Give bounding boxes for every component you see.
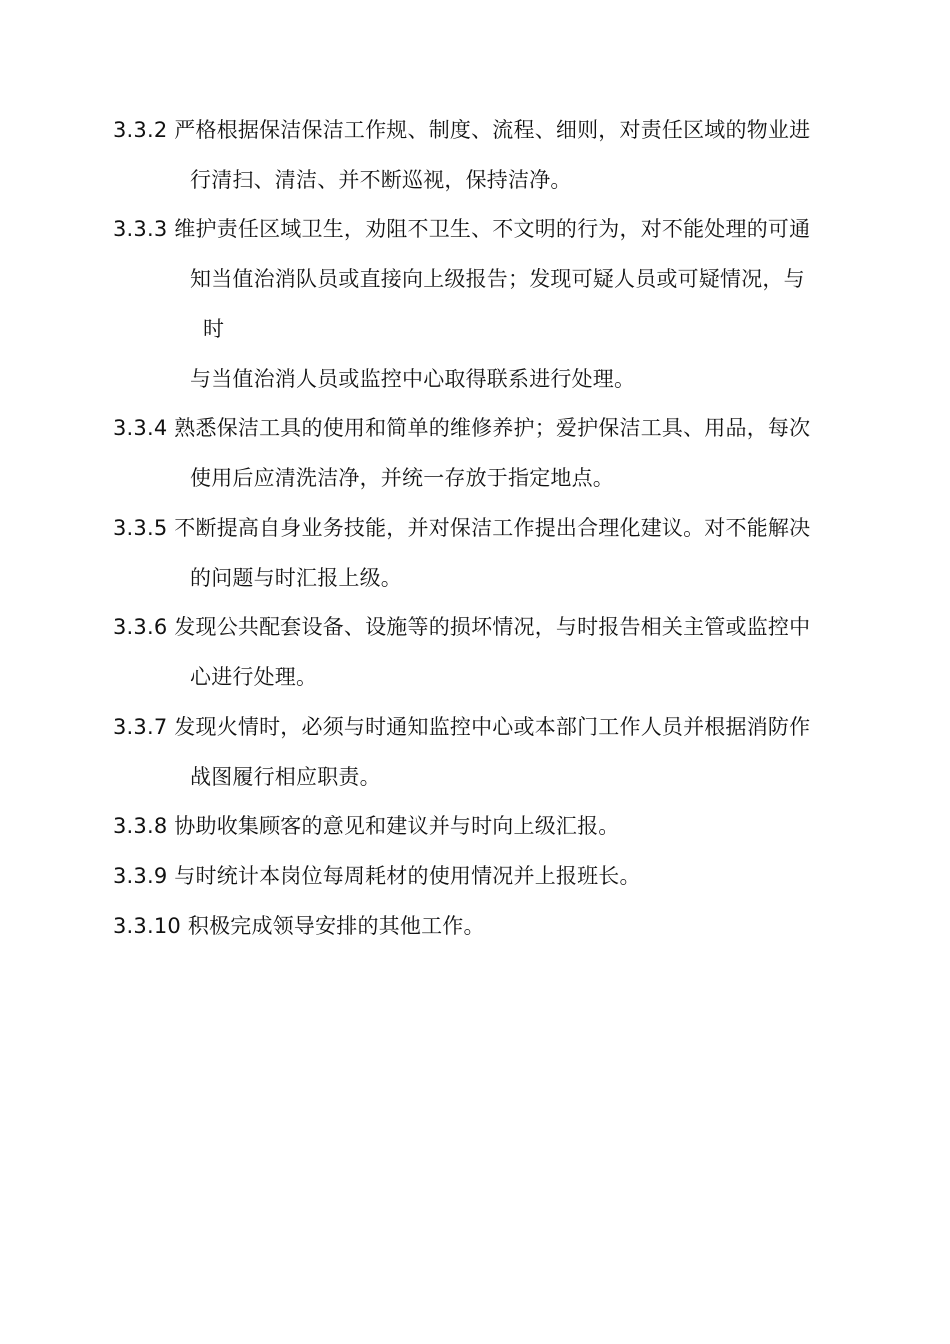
item-3-3-4-line-1: 3.3.4 熟悉保洁工具的使用和简单的维修养护；爱护保洁工具、用品，每次 [113, 416, 811, 440]
item-3-3-5-line-1: 3.3.5 不断提高自身业务技能，并对保洁工作提出合理化建议。对不能解决 [113, 516, 811, 540]
item-3-3-7-line-2: 战图履行相应职责。 [190, 765, 381, 789]
item-3-3-6-line-2: 心进行处理。 [190, 665, 318, 689]
item-3-3-10: 3.3.10 积极完成领导安排的其他工作。 [113, 914, 485, 938]
item-3-3-2-line-2: 行清扫、清洁、并不断巡视，保持洁净。 [190, 168, 572, 192]
item-3-3-7-line-1: 3.3.7 发现火情时，必须与时通知监控中心或本部门工作人员并根据消防作 [113, 715, 811, 739]
item-3-3-3-line-2: 知当值治消队员或直接向上级报告；发现可疑人员或可疑情况，与 [190, 267, 805, 291]
item-3-3-2-line-1: 3.3.2 严格根据保洁保洁工作规、制度、流程、细则，对责任区域的物业进 [113, 118, 811, 142]
item-3-3-3-line-3: 时 [203, 317, 225, 341]
item-3-3-4-line-2: 使用后应清洗洁净，并统一存放于指定地点。 [190, 466, 614, 490]
item-3-3-5-line-2: 的问题与时汇报上级。 [190, 566, 402, 590]
item-3-3-9: 3.3.9 与时统计本岗位每周耗材的使用情况并上报班长。 [113, 864, 641, 888]
item-3-3-3-line-1: 3.3.3 维护责任区域卫生，劝阻不卫生、不文明的行为，对不能处理的可通 [113, 217, 811, 241]
item-3-3-3-line-4: 与当值治消人员或监控中心取得联系进行处理。 [190, 367, 636, 391]
item-3-3-6-line-1: 3.3.6 发现公共配套设备、设施等的损坏情况，与时报告相关主管或监控中 [113, 615, 811, 639]
item-3-3-8: 3.3.8 协助收集顾客的意见和建议并与时向上级汇报。 [113, 814, 620, 838]
